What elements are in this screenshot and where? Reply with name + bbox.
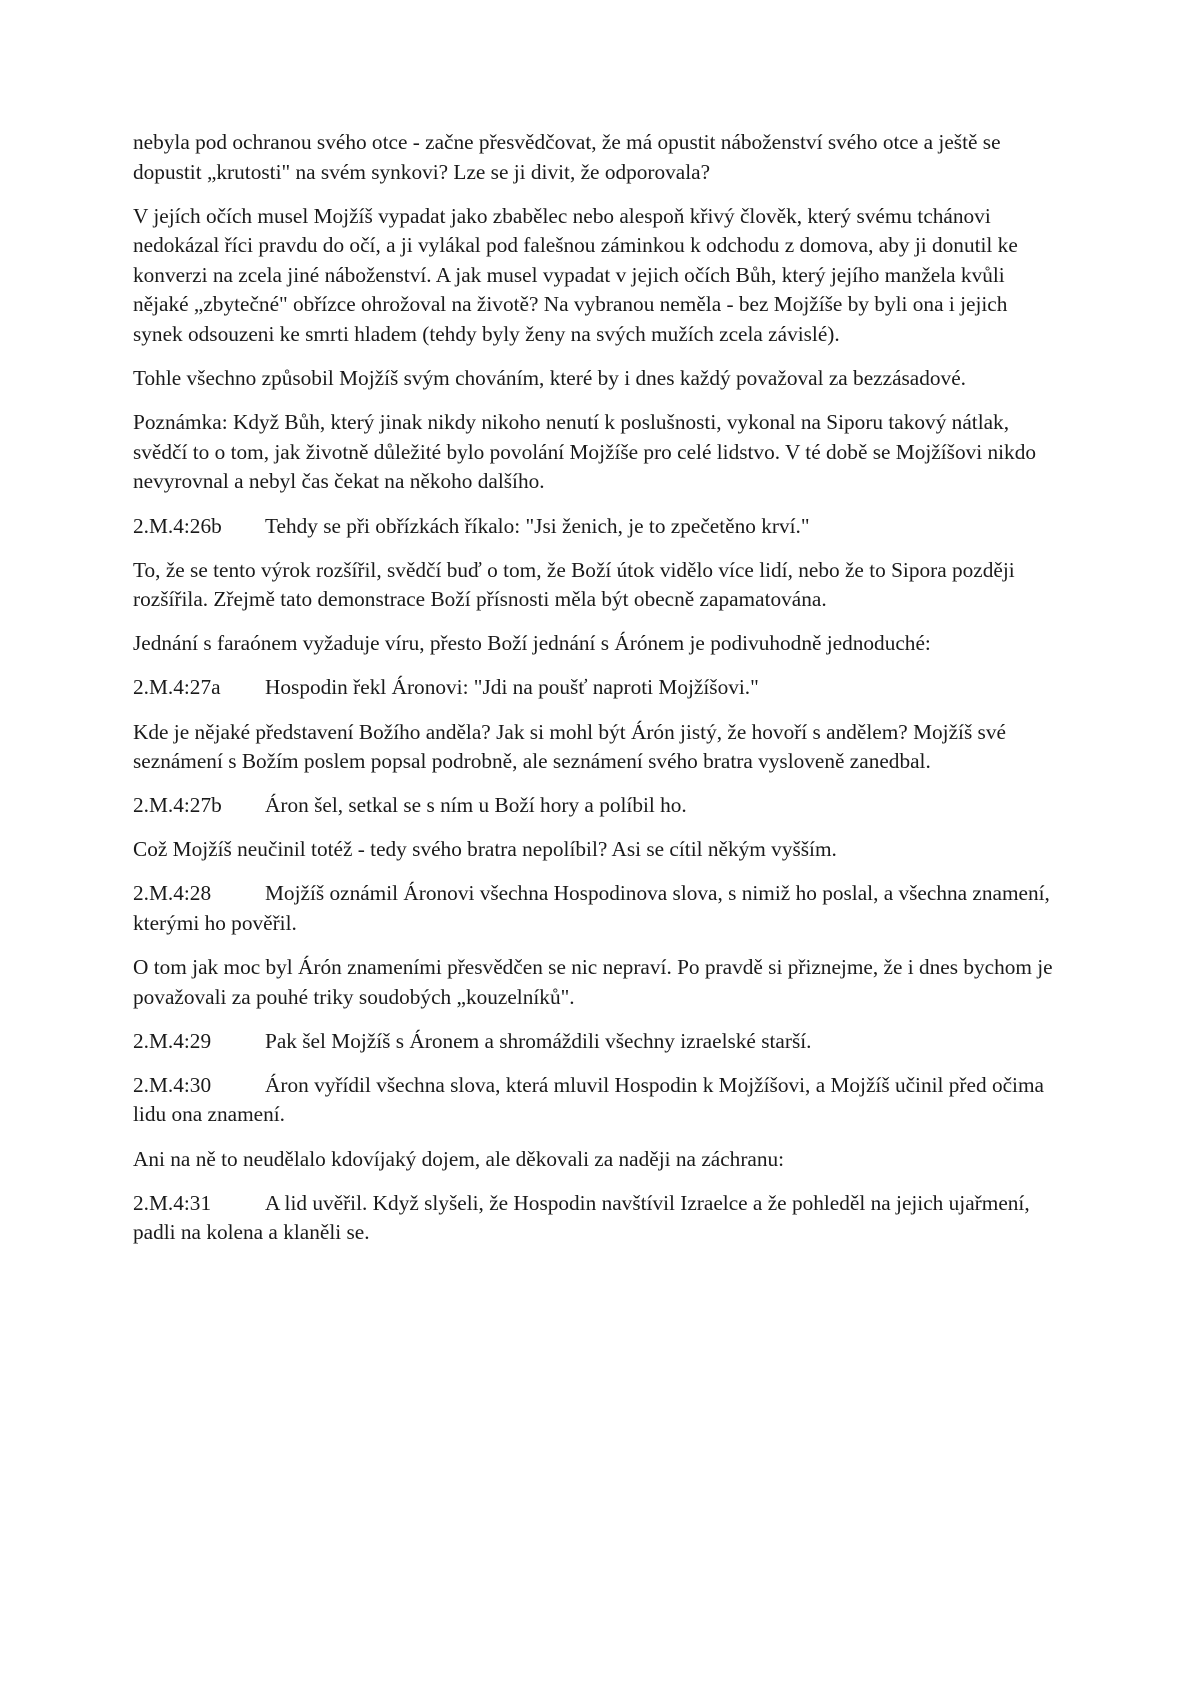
paragraph: To, že se tento výrok rozšířil, svědčí buď o tom, že Boží útok vidělo více lidí, nebo že to Sipora později rozšířila. Zřejmě tato demonstrace Boží přísnosti měla být obecně zapamatována. — [133, 557, 1015, 612]
verse-quote — [133, 1071, 1053, 1130]
paragraph: Tohle všechno způsobil Mojžíš svým chováním, které by i dnes každý považoval za bezzásadové. — [133, 366, 966, 391]
verse-quote — [133, 879, 1053, 938]
paragraph: Jednání s faraónem vyžaduje víru, přesto Boží jednání s Árónem je podivuhodně jednoduché: — [133, 631, 931, 656]
verse-reference: 2.M.4:27a — [133, 675, 221, 700]
verse-text: Pak šel Mojžíš s Áronem a shromáždili všechny izraelské starší. — [265, 1028, 812, 1053]
verse-quote — [133, 1189, 1053, 1248]
verse-quote — [133, 673, 1053, 703]
verse-reference: 2.M.4:28 — [133, 881, 212, 906]
verse-text: Áron vyřídil všechna slova, která mluvil Hospodin k Mojžíšovi, a Mojžíš učinil před očima lidu ona znamení. — [133, 1072, 1044, 1127]
verse-reference: 2.M.4:31 — [133, 1190, 212, 1215]
paragraph: V jejích očích musel Mojžíš vypadat jako zbabělec nebo alespoň křivý člověk, který svému tchánovi nedokázal říci pravdu do očí, a ji vylákal pod falešnou záminkou k odchodu z domova, aby ji donutil ke konverzi na zcela jiné náboženství. A jak musel vypadat v jejich očích Bůh, který jejího manžela kvůli nějaké „zbytečné" obřízce ohrožoval na životě? Na vybranou neměla - bez Mojžíše by byli ona i jejich synek odsouzeni ke smrti hladem (tehdy byly ženy na svých mužích zcela závislé). — [133, 203, 1018, 347]
note-paragraph: Poznámka: Když Bůh, který jinak nikdy nikoho nenutí k poslušnosti, vykonal na Siporu takový nátlak, svědčí to o tom, jak životně důležité bylo povolání Mojžíše pro celé lidstvo. V té době se Mojžíšovi nikdo nevyrovnal a nebyl čas čekat na někoho dalšího. — [133, 410, 1036, 494]
verse-text: Tehdy se při obřízkách říkalo: "Jsi ženich, je to zpečetěno krví." — [265, 513, 810, 538]
verse-reference: 2.M.4:30 — [133, 1072, 212, 1097]
verse-quote — [133, 1027, 1053, 1057]
verse-reference: 2.M.4:26b — [133, 513, 222, 538]
verse-text: A lid uvěřil. Když slyšeli, že Hospodin navštívil Izraelce a že pohleděl na jejich ujařmení, padli na kolena a klaněli se. — [133, 1190, 1030, 1245]
document-page — [133, 128, 1053, 1262]
verse-text: Mojžíš oznámil Áronovi všechna Hospodinova slova, s nimiž ho poslal, a všechna znamení, kterými ho pověřil. — [133, 881, 1050, 935]
verse-text: Hospodin řekl Áronovi: "Jdi na poušť naproti Mojžíšovi." — [265, 675, 759, 700]
paragraph: Kde je nějaké představení Božího anděla? Jak si mohl být Árón jistý, že hovoří s andělem? Mojžíš své seznámení s Božím poslem popsal podrobně, ale seznámení svého bratra vysloveně zanedbal. — [133, 719, 1006, 774]
paragraph: Ani na ně to neudělalo kdovíjaký dojem, ale děkovali za naději na záchranu: — [133, 1146, 785, 1171]
paragraph: Což Mojžíš neučinil totéž - tedy svého bratra nepolíbil? Asi se cítil někým vyšším. — [133, 837, 837, 862]
verse-quote — [133, 512, 1053, 542]
paragraph: nebyla pod ochranou svého otce - začne přesvědčovat, že má opustit náboženství svého otce a ještě se dopustit „krutosti" na svém synkovi? Lze se ji divit, že odporovala? — [133, 130, 1001, 184]
verse-reference: 2.M.4:29 — [133, 1028, 212, 1053]
verse-text: Áron šel, setkal se s ním u Boží hory a políbil ho. — [265, 793, 687, 818]
paragraph: O tom jak moc byl Árón znameními přesvědčen se nic nepraví. Po pravdě si přiznejme, že i dnes bychom je považovali za pouhé triky soudobých „kouzelníků". — [133, 955, 1053, 1009]
verse-quote — [133, 791, 1053, 821]
verse-reference: 2.M.4:27b — [133, 793, 222, 818]
